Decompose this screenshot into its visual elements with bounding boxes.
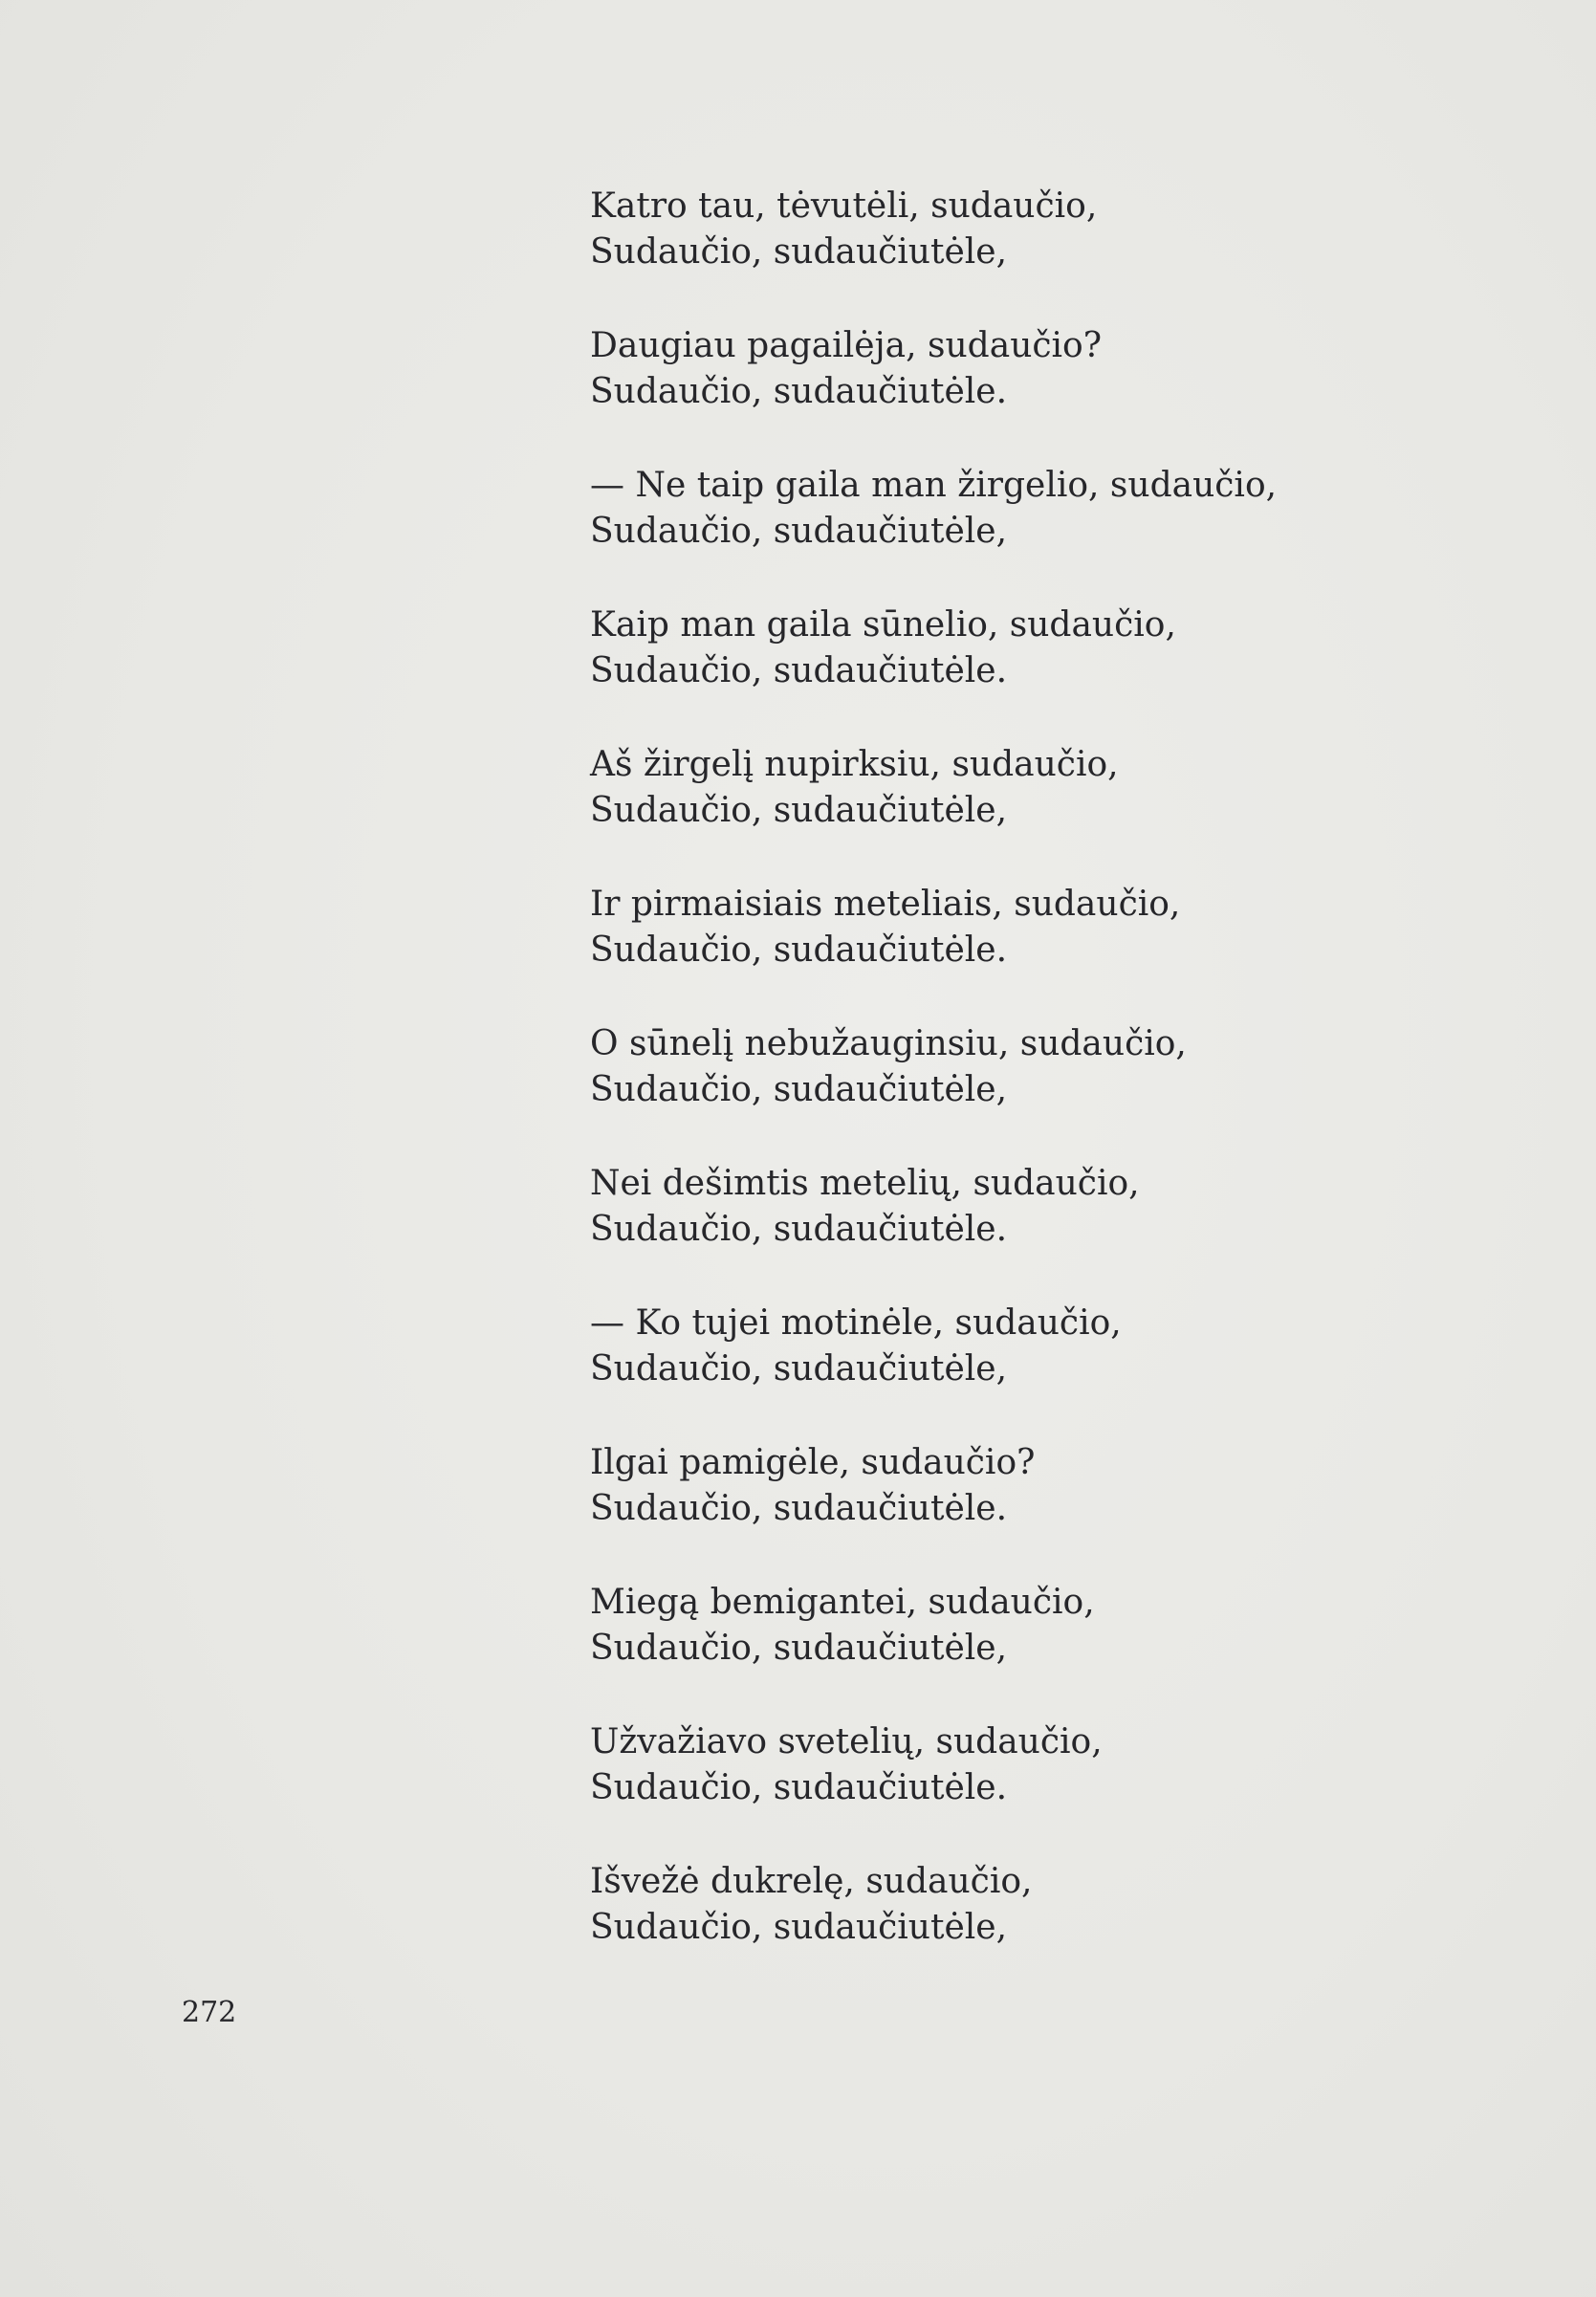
refrain-line: Sudaučio, sudaučiutėle, bbox=[590, 1349, 1008, 1389]
refrain-line: Sudaučio, sudaučiutėle. bbox=[590, 1489, 1008, 1528]
verse-line: Aš žirgelį nupirksiu, sudaučio, bbox=[590, 745, 1119, 784]
refrain-line: Sudaučio, sudaučiutėle. bbox=[590, 930, 1008, 970]
stanza-12 bbox=[590, 1719, 1451, 1811]
verse-line: Kaip man gaila sūnelio, sudaučio, bbox=[590, 605, 1176, 645]
verse-line: Nei dešimtis metelių, sudaučio, bbox=[590, 1164, 1140, 1203]
refrain-line: Sudaučio, sudaučiutėle, bbox=[590, 1908, 1008, 1947]
verse-line: Užvažiavo svetelių, sudaučio, bbox=[590, 1722, 1103, 1761]
refrain-line: Sudaučio, sudaučiutėle. bbox=[590, 1210, 1008, 1249]
refrain-line: Sudaučio, sudaučiutėle, bbox=[590, 512, 1008, 551]
verse-line: Ilgai pamigėle, sudaučio? bbox=[590, 1443, 1036, 1482]
stanza-7 bbox=[590, 1021, 1451, 1113]
stanza-10 bbox=[590, 1440, 1451, 1532]
stanza-8 bbox=[590, 1161, 1451, 1253]
verse-line: Katro tau, tėvutėli, sudaučio, bbox=[590, 186, 1098, 226]
verse-line: Ir pirmaisiais meteliais, sudaučio, bbox=[590, 885, 1181, 924]
stanza-3 bbox=[590, 463, 1451, 555]
refrain-line: Sudaučio, sudaučiutėle. bbox=[590, 1768, 1008, 1807]
stanza-4 bbox=[590, 602, 1451, 694]
verse-line: — Ko tujei motinėle, sudaučio, bbox=[590, 1303, 1122, 1343]
verse-line: Išvežė dukrelę, sudaučio, bbox=[590, 1862, 1033, 1901]
refrain-line: Sudaučio, sudaučiutėle. bbox=[590, 651, 1008, 690]
stanza-5 bbox=[590, 742, 1451, 834]
verse-line: — Ne taip gaila man žirgelio, sudaučio, bbox=[590, 466, 1278, 505]
stanza-1 bbox=[590, 184, 1451, 275]
refrain-line: Sudaučio, sudaučiutėle, bbox=[590, 232, 1008, 272]
verse-line: Daugiau pagailėja, sudaučio? bbox=[590, 326, 1103, 365]
refrain-line: Sudaučio, sudaučiutėle. bbox=[590, 372, 1008, 411]
stanza-11 bbox=[590, 1580, 1451, 1672]
poem-text bbox=[590, 184, 1451, 1999]
refrain-line: Sudaučio, sudaučiutėle, bbox=[590, 791, 1008, 830]
stanza-9 bbox=[590, 1301, 1451, 1392]
refrain-line: Sudaučio, sudaučiutėle, bbox=[590, 1629, 1008, 1668]
verse-line: Miegą bemigantei, sudaučio, bbox=[590, 1583, 1095, 1622]
refrain-line: Sudaučio, sudaučiutėle, bbox=[590, 1070, 1008, 1109]
stanza-6 bbox=[590, 882, 1451, 973]
stanza-13 bbox=[590, 1859, 1451, 1951]
page-number: 272 bbox=[182, 1996, 237, 2029]
verse-line: O sūnelį nebužauginsiu, sudaučio, bbox=[590, 1024, 1187, 1063]
stanza-2 bbox=[590, 323, 1451, 415]
